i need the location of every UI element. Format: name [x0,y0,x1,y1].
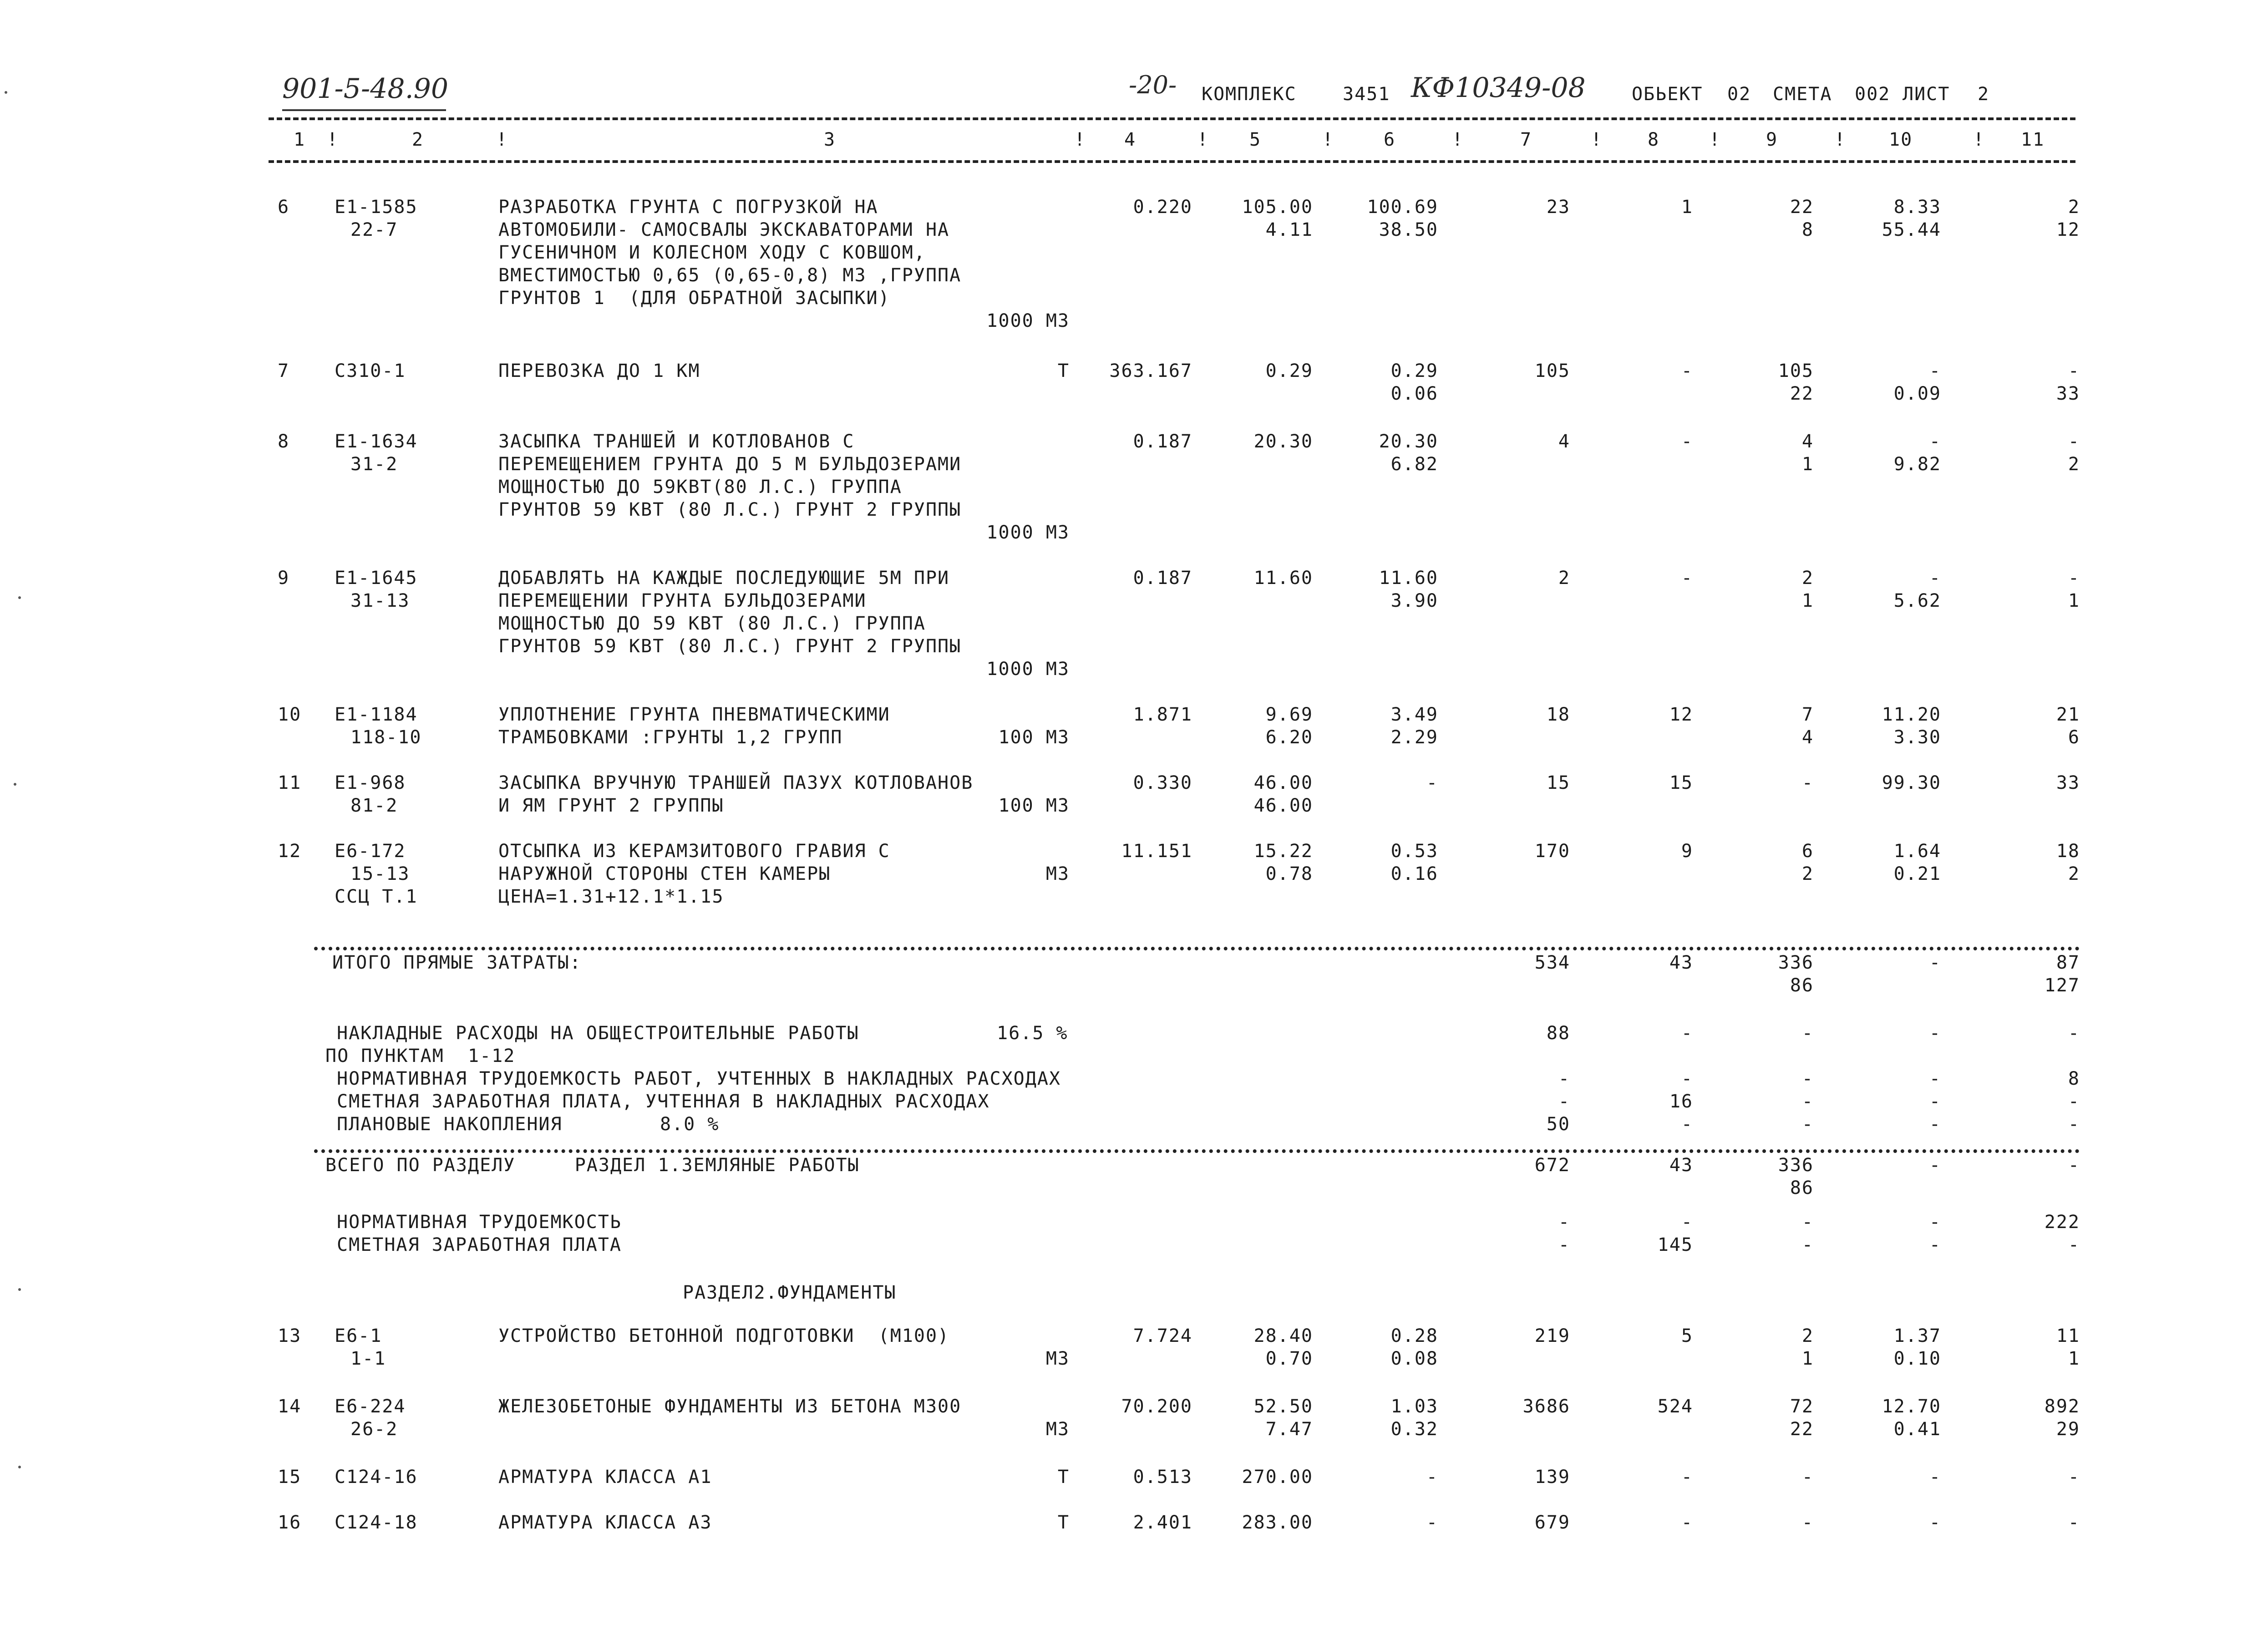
dotted-rule [314,1149,2080,1153]
value-c7: 672 [1534,1155,1570,1176]
value-c10: - [1929,1023,1941,1044]
value-c9: - [1801,772,1814,793]
value-c9: 86 [1790,1178,1814,1198]
column-separator: ! [327,129,339,150]
value-c11: - [2068,1155,2080,1176]
value-c7: 18 [1546,704,1570,725]
unit: Т [1057,1467,1070,1488]
value-c10: 9.82 [1893,454,1941,475]
scan-speck [18,596,21,599]
norm-code: Е6-172 [335,841,406,862]
value-c8: 9 [1681,841,1693,862]
wage-overhead-label: СМЕТНАЯ ЗАРАБОТНАЯ ПЛАТА, УЧТЕННАЯ В НАКЛАДНЫХ РАСХОДАХ [337,1091,990,1112]
value-c8: 16 [1669,1091,1693,1112]
value-c5: 6.20 [1265,727,1313,748]
value-c4: 1.871 [1133,704,1192,725]
value-c11: - [2068,568,2080,589]
value-c8: 5 [1681,1325,1693,1346]
value-c4: 0.330 [1133,772,1192,793]
value-c6: 1.03 [1390,1396,1438,1417]
section-wage-label: СМЕТНАЯ ЗАРАБОТНАЯ ПЛАТА [337,1234,622,1255]
column-number-7: 7 [1520,129,1532,150]
value-c5: 11.60 [1253,568,1313,589]
value-c11: - [2068,1512,2080,1533]
overhead-label: НАКЛАДНЫЕ РАСХОДЫ НА ОБЩЕСТРОИТЕЛЬНЫЕ РАБОТЫ [337,1023,859,1044]
value-c9: 72 [1790,1396,1814,1417]
value-c5: 105.00 [1242,197,1313,218]
norm-code: Е1-1184 [335,704,418,725]
scan-speck [18,1288,21,1291]
value-c9: - [1801,1114,1814,1135]
value-c6: - [1426,772,1438,793]
value-c11: - [2068,1467,2080,1488]
value-c8: - [1681,1023,1693,1044]
value-c5: 46.00 [1253,795,1313,816]
row-number: 11 [278,772,302,793]
dotted-rule [314,947,2080,950]
value-c11: 12 [2056,219,2080,240]
value-c8: - [1681,568,1693,589]
value-c11: - [2068,431,2080,452]
value-c8: 145 [1657,1234,1693,1255]
value-c4: 2.401 [1133,1512,1192,1533]
norm-code: Е1-1645 [335,568,418,589]
value-c11: - [2068,1091,2080,1112]
work-description: ГУСЕНИЧНОМ И КОЛЕСНОМ ХОДУ С КОВШОМ, [498,242,926,263]
value-c11: - [2068,1023,2080,1044]
value-c8: 43 [1669,952,1693,973]
value-c8: - [1681,431,1693,452]
row-number: 14 [278,1396,302,1417]
value-c7: 50 [1546,1114,1570,1135]
value-c5: 46.00 [1253,772,1313,793]
value-c10: - [1929,1155,1941,1176]
value-c9: 1 [1801,590,1814,611]
scan-speck [5,91,7,94]
row-number: 10 [278,704,302,725]
unit: 100 М3 [998,727,1070,748]
column-separator: ! [1973,129,1985,150]
value-c4: 7.724 [1133,1325,1192,1346]
column-number-11: 11 [2021,129,2045,150]
value-c5: 52.50 [1253,1396,1313,1417]
value-c7: - [1558,1234,1570,1255]
value-c6: 0.16 [1390,863,1438,884]
value-c6: 0.28 [1390,1325,1438,1346]
value-c11: 6 [2068,727,2080,748]
row-number: 16 [278,1512,302,1533]
value-c9: 1 [1801,1348,1814,1369]
value-c6: 0.53 [1390,841,1438,862]
value-c10: - [1929,568,1941,589]
section-total-label: ВСЕГО ПО РАЗДЕЛУ РАЗДЕЛ 1.ЗЕМЛЯНЫЕ РАБОТЫ [325,1155,860,1176]
value-c5: 15.22 [1253,841,1313,862]
row-number: 8 [278,431,290,452]
row-number: 9 [278,568,290,589]
column-number-1: 1 [294,129,306,150]
value-c9: 2 [1801,568,1814,589]
value-c6: 20.30 [1379,431,1438,452]
value-c6: 6.82 [1390,454,1438,475]
value-c7: 88 [1546,1023,1570,1044]
value-c7: 534 [1534,952,1570,973]
work-description: ПЕРЕМЕЩЕНИЕМ ГРУНТА ДО 5 М БУЛЬДОЗЕРАМИ [498,454,962,475]
column-number-3: 3 [824,129,836,150]
value-c9: 336 [1778,1155,1814,1176]
unit: Т [1057,1512,1070,1533]
value-c11: 87 [2056,952,2080,973]
value-c10: - [1929,1512,1941,1533]
value-c5: 283.00 [1242,1512,1313,1533]
value-c8: 1 [1681,197,1693,218]
value-c8: - [1681,1114,1693,1135]
direct-costs-label: ИТОГО ПРЯМЫЕ ЗАТРАТЫ: [332,952,582,973]
value-c6: - [1426,1512,1438,1533]
work-description: ЗАСЫПКА ТРАНШЕЙ И КОТЛОВАНОВ С [498,431,855,452]
norm-code: 15-13 [350,863,410,884]
value-c10: - [1929,431,1941,452]
unit: 1000 М3 [986,659,1070,680]
sheet-label: ЛИСТ [1903,84,1950,105]
value-c4: 363.167 [1109,360,1192,381]
complex-number: 3451 [1343,84,1390,105]
row-number: 12 [278,841,302,862]
value-c10: - [1929,1068,1941,1089]
row-number: 7 [278,360,290,381]
value-c9: - [1801,1068,1814,1089]
column-separator: ! [1197,129,1209,150]
value-c8: 43 [1669,1155,1693,1176]
column-separator: ! [1452,129,1464,150]
value-c11: 33 [2056,772,2080,793]
value-c9: - [1801,1023,1814,1044]
header-rule-top [269,117,2075,120]
smeta-number: 002 [1855,84,1891,105]
value-c10: 12.70 [1882,1396,1941,1417]
value-c10: 3.30 [1893,727,1941,748]
value-c6: 2.29 [1390,727,1438,748]
value-c6: 11.60 [1379,568,1438,589]
value-c11: 2 [2068,863,2080,884]
norm-code: С124-16 [335,1467,418,1488]
value-c9: 105 [1778,360,1814,381]
value-c10: - [1929,1234,1941,1255]
value-c7: - [1558,1212,1570,1233]
value-c6: - [1426,1467,1438,1488]
value-c5: 28.40 [1253,1325,1313,1346]
value-c9: 8 [1801,219,1814,240]
value-c7: - [1558,1068,1570,1089]
work-description: ВМЕСТИМОСТЬЮ 0,65 (0,65-0,8) М3 ,ГРУППА [498,265,962,286]
work-description: УСТРОЙСТВО БЕТОННОЙ ПОДГОТОВКИ (М100) [498,1325,950,1346]
sheet-number: 2 [1978,84,1990,105]
value-c9: 4 [1801,431,1814,452]
value-c10: 1.37 [1893,1325,1941,1346]
value-c10: 5.62 [1893,590,1941,611]
work-description: ЗАСЫПКА ВРУЧНУЮ ТРАНШЕЙ ПАЗУХ КОТЛОВАНОВ [498,772,974,793]
work-description: АРМАТУРА КЛАССА А3 [498,1512,712,1533]
value-c7: - [1558,1091,1570,1112]
section-labor-label: НОРМАТИВНАЯ ТРУДОЕМКОСТЬ [337,1212,622,1233]
work-description: ГРУНТОВ 59 КВТ (80 Л.С.) ГРУНТ 2 ГРУППЫ [498,499,962,520]
value-c11: - [2068,360,2080,381]
norm-code: ССЦ Т.1 [335,886,418,907]
value-c9: - [1801,1091,1814,1112]
unit: Т [1057,360,1070,381]
unit: 1000 М3 [986,522,1070,543]
value-c6: 0.08 [1390,1348,1438,1369]
value-c9: - [1801,1212,1814,1233]
work-description: РАЗРАБОТКА ГРУНТА С ПОГРУЗКОЙ НА [498,197,878,218]
value-c11: 33 [2056,383,2080,404]
document-code-underline [282,109,446,111]
work-description: УПЛОТНЕНИЕ ГРУНТА ПНЕВМАТИЧЕСКИМИ [498,704,890,725]
page-number: -20- [1129,71,1177,99]
value-c10: 1.64 [1893,841,1941,862]
value-c6: 3.49 [1390,704,1438,725]
work-description: И ЯМ ГРУНТ 2 ГРУППЫ [498,795,724,816]
value-c9: 22 [1790,383,1814,404]
column-number-8: 8 [1648,129,1660,150]
norm-code: Е1-1585 [335,197,418,218]
value-c8: - [1681,1212,1693,1233]
value-c8: 15 [1669,772,1693,793]
value-c11: 222 [2044,1212,2080,1233]
value-c8: - [1681,360,1693,381]
value-c11: - [2068,1234,2080,1255]
value-c10: - [1929,1091,1941,1112]
value-c10: 11.20 [1882,704,1941,725]
value-c5: 0.78 [1265,863,1313,884]
value-c11: 2 [2068,454,2080,475]
value-c10: 55.44 [1882,219,1941,240]
work-description: ДОБАВЛЯТЬ НА КАЖДЫЕ ПОСЛЕДУЮЩИЕ 5М ПРИ [498,568,950,589]
column-separator: ! [1834,129,1847,150]
value-c10: 0.21 [1893,863,1941,884]
labor-overhead-label: НОРМАТИВНАЯ ТРУДОЕМКОСТЬ РАБОТ, УЧТЕННЫХ В НАКЛАДНЫХ РАСХОДАХ [337,1068,1061,1089]
value-c10: 99.30 [1882,772,1941,793]
value-c11: - [2068,1114,2080,1135]
value-c4: 70.200 [1121,1396,1192,1417]
value-c10: 0.41 [1893,1419,1941,1440]
value-c9: 2 [1801,863,1814,884]
norm-code: 22-7 [350,219,398,240]
value-c10: - [1929,952,1941,973]
value-c7: 4 [1558,431,1570,452]
section-2-title: РАЗДЕЛ2.ФУНДАМЕНТЫ [683,1282,897,1303]
column-separator: ! [1709,129,1721,150]
work-description: АВТОМОБИЛИ- САМОСВАЛЫ ЭКСКАВАТОРАМИ НА [498,219,950,240]
work-description: МОЩНОСТЬЮ ДО 59КВТ(80 Л.С.) ГРУППА [498,477,902,498]
object-label: ОБЬЕКТ [1632,84,1703,105]
unit: М3 [1045,863,1070,884]
work-description: ЖЕЛЕЗОБЕТОНЫЕ ФУНДАМЕНТЫ ИЗ БЕТОНА М300 [498,1396,962,1417]
value-c7: 2 [1558,568,1570,589]
value-c10: - [1929,360,1941,381]
column-separator: ! [1074,129,1086,150]
value-c7: 219 [1534,1325,1570,1346]
column-number-9: 9 [1766,129,1778,150]
work-description: ГРУНТОВ 1 (ДЛЯ ОБРАТНОЙ ЗАСЫПКИ) [498,288,890,309]
work-description: ГРУНТОВ 59 КВТ (80 Л.С.) ГРУНТ 2 ГРУППЫ [498,636,962,657]
value-c7: 15 [1546,772,1570,793]
row-number: 13 [278,1325,302,1346]
value-c11: 127 [2044,975,2080,996]
value-c4: 0.513 [1133,1467,1192,1488]
value-c4: 0.187 [1133,431,1192,452]
value-c6: 0.06 [1390,383,1438,404]
value-c11: 21 [2056,704,2080,725]
smeta-label: СМЕТА [1773,84,1832,105]
value-c5: 7.47 [1265,1419,1313,1440]
scan-speck [14,783,16,786]
value-c10: 0.09 [1893,383,1941,404]
planned-savings-rate: 8.0 % [660,1114,720,1135]
norm-code: 118-10 [350,727,422,748]
norm-code: 31-13 [350,590,410,611]
work-description: ОТСЫПКА ИЗ КЕРАМЗИТОВОГО ГРАВИЯ С [498,841,890,862]
value-c10: 8.33 [1893,197,1941,218]
value-c8: 12 [1669,704,1693,725]
value-c5: 0.29 [1265,360,1313,381]
value-c5: 20.30 [1253,431,1313,452]
value-c4: 11.151 [1121,841,1192,862]
norm-code: 1-1 [350,1348,386,1369]
value-c10: - [1929,1212,1941,1233]
work-description: ПЕРЕВОЗКА ДО 1 КМ [498,360,700,381]
column-number-4: 4 [1124,129,1137,150]
overhead-rate: 16.5 % [997,1023,1068,1044]
column-separator: ! [1322,129,1334,150]
value-c7: 170 [1534,841,1570,862]
value-c9: 6 [1801,841,1814,862]
work-description: ЦЕНА=1.31+12.1*1.15 [498,886,724,907]
value-c11: 29 [2056,1419,2080,1440]
work-description: ТРАМБОВКАМИ :ГРУНТЫ 1,2 ГРУПП [498,727,843,748]
value-c4: 0.220 [1133,197,1192,218]
value-c9: 2 [1801,1325,1814,1346]
unit: М3 [1045,1348,1070,1369]
norm-code: Е1-1634 [335,431,418,452]
value-c8: - [1681,1512,1693,1533]
norm-code: 31-2 [350,454,398,475]
column-separator: ! [496,129,508,150]
planned-savings-label: ПЛАНОВЫЕ НАКОПЛЕНИЯ [337,1114,563,1135]
value-c11: 11 [2056,1325,2080,1346]
value-c4: 0.187 [1133,568,1192,589]
document-code: 901-5-48.90 [282,73,449,105]
work-description: МОЩНОСТЬЮ ДО 59 КВТ (80 Л.С.) ГРУППА [498,613,926,634]
value-c8: - [1681,1467,1693,1488]
value-c6: 38.50 [1379,219,1438,240]
value-c11: 1 [2068,1348,2080,1369]
column-number-2: 2 [412,129,424,150]
value-c6: 0.29 [1390,360,1438,381]
unit: М3 [1045,1419,1070,1440]
value-c5: 270.00 [1242,1467,1313,1488]
norm-code: 26-2 [350,1419,398,1440]
value-c10: - [1929,1114,1941,1135]
work-description: АРМАТУРА КЛАССА А1 [498,1467,712,1488]
value-c9: - [1801,1512,1814,1533]
value-c7: 23 [1546,197,1570,218]
value-c8: - [1681,1068,1693,1089]
value-c8: 524 [1657,1396,1693,1417]
work-description: НАРУЖНОЙ СТОРОНЫ СТЕН КАМЕРЫ [498,863,831,884]
value-c6: 100.69 [1367,197,1438,218]
value-c5: 9.69 [1265,704,1313,725]
object-number: 02 [1727,84,1751,105]
row-number: 15 [278,1467,302,1488]
scan-speck [18,1466,21,1468]
value-c11: 18 [2056,841,2080,862]
value-c9: 22 [1790,1419,1814,1440]
norm-code: Е6-224 [335,1396,406,1417]
value-c9: 4 [1801,727,1814,748]
value-c5: 4.11 [1265,219,1313,240]
complex-code: КФ10349-08 [1411,72,1586,104]
header-rule-bottom [269,160,2075,163]
value-c10: - [1929,1467,1941,1488]
row-number: 6 [278,197,290,218]
value-c10: 0.10 [1893,1348,1941,1369]
norm-code: С310-1 [335,360,406,381]
value-c11: 892 [2044,1396,2080,1417]
column-number-6: 6 [1384,129,1396,150]
value-c11: 2 [2068,197,2080,218]
unit: 1000 М3 [986,310,1070,331]
value-c9: 1 [1801,454,1814,475]
norm-code: 81-2 [350,795,398,816]
value-c7: 3686 [1522,1396,1570,1417]
value-c9: - [1801,1234,1814,1255]
value-c6: 0.32 [1390,1419,1438,1440]
value-c9: 7 [1801,704,1814,725]
value-c6: 3.90 [1390,590,1438,611]
value-c5: 0.70 [1265,1348,1313,1369]
work-description: ПЕРЕМЕЩЕНИИ ГРУНТА БУЛЬДОЗЕРАМИ [498,590,867,611]
value-c11: 1 [2068,590,2080,611]
column-number-10: 10 [1889,129,1913,150]
value-c7: 139 [1534,1467,1570,1488]
value-c9: 336 [1778,952,1814,973]
complex-label: КОМПЛЕКС [1202,84,1297,105]
unit: 100 М3 [998,795,1070,816]
items-range-label: ПО ПУНКТАМ 1-12 [325,1046,516,1066]
value-c9: - [1801,1467,1814,1488]
value-c7: 679 [1534,1512,1570,1533]
column-number-5: 5 [1249,129,1262,150]
value-c7: 105 [1534,360,1570,381]
column-separator: ! [1591,129,1603,150]
value-c9: 86 [1790,975,1814,996]
value-c11: 8 [2068,1068,2080,1089]
value-c9: 22 [1790,197,1814,218]
norm-code: Е6-1 [335,1325,382,1346]
norm-code: Е1-968 [335,772,406,793]
norm-code: С124-18 [335,1512,418,1533]
